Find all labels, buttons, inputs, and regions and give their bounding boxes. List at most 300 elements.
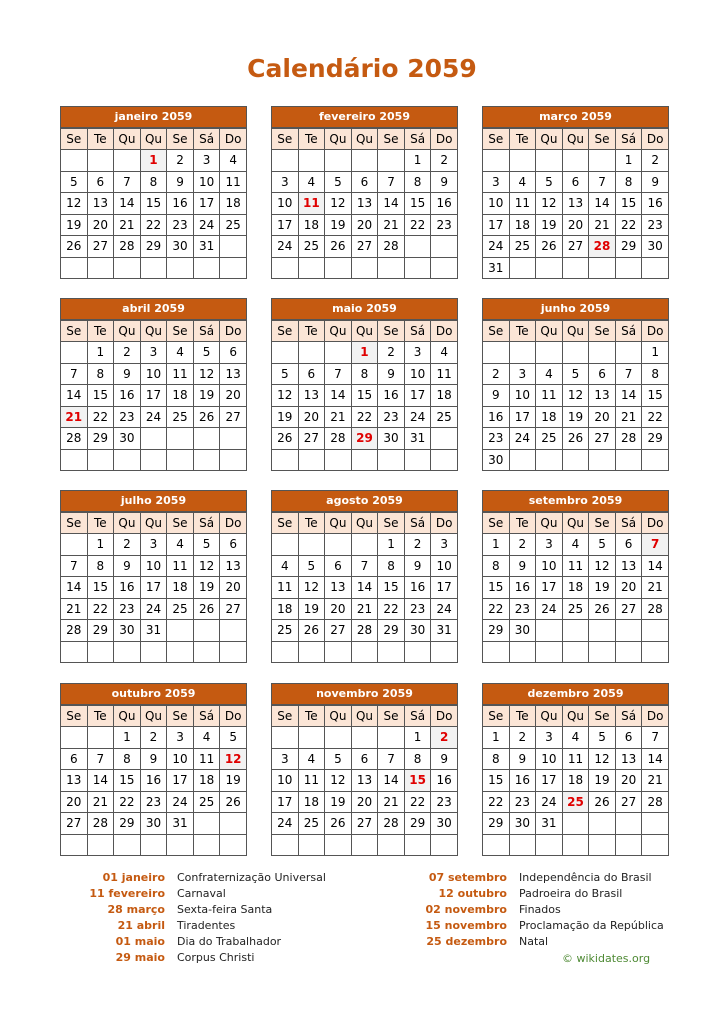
day-cell: 19 <box>325 214 352 236</box>
day-cell: 11 <box>562 555 589 577</box>
empty-day-cell <box>431 834 458 856</box>
empty-day-cell <box>61 449 88 471</box>
day-cell: 22 <box>114 791 141 813</box>
day-cell: 22 <box>140 214 167 236</box>
empty-day-cell <box>378 834 405 856</box>
day-cell: 1 <box>114 727 141 749</box>
day-cell: 25 <box>536 428 563 450</box>
empty-day-cell <box>642 813 669 835</box>
day-cell: 5 <box>298 555 325 577</box>
empty-day-cell <box>140 449 167 471</box>
day-cell: 2 <box>114 342 141 364</box>
day-cell: 6 <box>325 555 352 577</box>
day-cell: 22 <box>615 214 642 236</box>
weekday-header: Se <box>167 321 194 342</box>
day-cell: 4 <box>509 171 536 193</box>
empty-day-cell <box>298 641 325 663</box>
empty-day-cell <box>140 834 167 856</box>
day-cell: 6 <box>87 171 114 193</box>
weekday-header: Te <box>298 129 325 150</box>
holiday-name: Dia do Trabalhador <box>177 935 282 948</box>
empty-day-cell <box>114 150 141 172</box>
empty-day-cell <box>87 727 114 749</box>
day-cell: 14 <box>61 385 88 407</box>
day-cell: 27 <box>615 791 642 813</box>
empty-day-cell <box>325 641 352 663</box>
day-cell: 12 <box>325 770 352 792</box>
day-cell: 26 <box>562 428 589 450</box>
weekday-header: Sá <box>193 706 220 727</box>
day-cell: 23 <box>140 791 167 813</box>
empty-day-cell <box>483 150 510 172</box>
day-cell: 15 <box>404 193 431 215</box>
day-cell: 16 <box>431 193 458 215</box>
day-cell: 4 <box>431 342 458 364</box>
empty-day-cell <box>87 150 114 172</box>
weekday-header: Se <box>483 706 510 727</box>
empty-day-cell <box>589 150 616 172</box>
day-cell: 27 <box>562 236 589 258</box>
month-calendar <box>271 298 458 471</box>
day-cell: 5 <box>536 171 563 193</box>
weekday-header: Se <box>378 513 405 534</box>
day-cell: 11 <box>536 385 563 407</box>
day-cell: 25 <box>167 598 194 620</box>
empty-day-cell <box>562 150 589 172</box>
empty-day-cell <box>167 257 194 279</box>
month-calendar <box>271 106 458 279</box>
empty-day-cell <box>61 834 88 856</box>
day-cell: 21 <box>615 406 642 428</box>
weekday-header: Se <box>378 706 405 727</box>
day-cell: 25 <box>509 236 536 258</box>
day-cell: 17 <box>193 193 220 215</box>
day-cell: 20 <box>87 214 114 236</box>
empty-day-cell <box>642 620 669 642</box>
empty-day-cell <box>220 236 247 258</box>
day-cell: 27 <box>325 620 352 642</box>
day-cell: 6 <box>220 342 247 364</box>
day-cell: 15 <box>87 577 114 599</box>
day-cell: 21 <box>589 214 616 236</box>
day-cell: 24 <box>272 813 299 835</box>
day-cell: 30 <box>431 813 458 835</box>
day-cell: 14 <box>615 385 642 407</box>
day-cell: 19 <box>193 385 220 407</box>
day-cell: 7 <box>589 171 616 193</box>
day-cell: 26 <box>325 236 352 258</box>
empty-day-cell <box>272 257 299 279</box>
day-cell: 30 <box>167 236 194 258</box>
day-cell: 20 <box>220 577 247 599</box>
day-cell: 13 <box>325 577 352 599</box>
empty-day-cell <box>536 342 563 364</box>
weekday-header: Se <box>378 321 405 342</box>
day-cell: 3 <box>536 727 563 749</box>
day-cell: 26 <box>193 406 220 428</box>
day-cell: 24 <box>272 236 299 258</box>
empty-day-cell <box>193 620 220 642</box>
day-cell: 19 <box>272 406 299 428</box>
day-cell: 8 <box>114 748 141 770</box>
day-cell: 13 <box>351 770 378 792</box>
empty-day-cell <box>431 236 458 258</box>
empty-day-cell <box>589 813 616 835</box>
day-cell: 10 <box>536 748 563 770</box>
weekday-header: Sá <box>404 706 431 727</box>
empty-day-cell <box>298 449 325 471</box>
day-cell: 17 <box>536 770 563 792</box>
empty-day-cell <box>272 449 299 471</box>
day-cell: 10 <box>536 555 563 577</box>
day-cell: 28 <box>61 428 88 450</box>
day-cell: 30 <box>483 449 510 471</box>
day-cell: 12 <box>562 385 589 407</box>
day-cell: 14 <box>642 555 669 577</box>
day-cell: 8 <box>140 171 167 193</box>
day-cell: 7 <box>378 171 405 193</box>
day-cell: 2 <box>483 363 510 385</box>
day-cell: 25 <box>298 813 325 835</box>
day-cell: 29 <box>378 620 405 642</box>
day-cell: 4 <box>220 150 247 172</box>
day-cell: 9 <box>140 748 167 770</box>
empty-day-cell <box>615 257 642 279</box>
day-cell: 24 <box>167 791 194 813</box>
day-cell: 31 <box>536 813 563 835</box>
day-cell: 26 <box>589 598 616 620</box>
day-cell: 30 <box>404 620 431 642</box>
day-cell: 5 <box>325 748 352 770</box>
holiday-date: 12 outubro <box>438 887 507 900</box>
day-cell: 29 <box>483 620 510 642</box>
day-cell: 23 <box>114 598 141 620</box>
day-cell: 19 <box>536 214 563 236</box>
holiday-list-right <box>402 870 664 950</box>
weekday-header: Do <box>642 706 669 727</box>
day-cell: 17 <box>509 406 536 428</box>
weekday-header: Se <box>483 321 510 342</box>
weekday-header: Qu <box>140 706 167 727</box>
weekday-header: Se <box>483 513 510 534</box>
day-cell: 30 <box>509 813 536 835</box>
empty-day-cell <box>378 641 405 663</box>
day-cell: 23 <box>378 406 405 428</box>
holiday-entry <box>60 886 326 902</box>
day-cell: 15 <box>615 193 642 215</box>
empty-day-cell <box>325 342 352 364</box>
weekday-header: Te <box>298 321 325 342</box>
weekday-header: Do <box>431 706 458 727</box>
empty-day-cell <box>589 641 616 663</box>
day-cell: 5 <box>562 363 589 385</box>
weekday-header: Te <box>509 321 536 342</box>
empty-day-cell <box>61 727 88 749</box>
day-cell: 3 <box>140 534 167 556</box>
day-cell: 26 <box>220 791 247 813</box>
empty-day-cell <box>562 834 589 856</box>
month-calendar <box>60 298 247 471</box>
day-cell: 20 <box>298 406 325 428</box>
day-cell: 16 <box>483 406 510 428</box>
day-cell: 26 <box>272 428 299 450</box>
month-title: setembro 2059 <box>482 490 669 512</box>
day-cell: 5 <box>325 171 352 193</box>
empty-day-cell <box>193 834 220 856</box>
day-cell: 17 <box>272 214 299 236</box>
day-cell: 12 <box>536 193 563 215</box>
holiday-name: Natal <box>519 935 549 948</box>
day-cell: 22 <box>87 598 114 620</box>
holiday-day-cell: 21 <box>61 406 88 428</box>
day-cell: 10 <box>167 748 194 770</box>
empty-day-cell <box>351 257 378 279</box>
day-cell: 22 <box>351 406 378 428</box>
weekday-header: Te <box>298 513 325 534</box>
empty-day-cell <box>562 342 589 364</box>
weekday-header: Sá <box>404 321 431 342</box>
weekday-header: Qu <box>325 706 352 727</box>
empty-day-cell <box>351 641 378 663</box>
day-cell: 28 <box>87 813 114 835</box>
day-cell: 10 <box>404 363 431 385</box>
empty-day-cell <box>114 641 141 663</box>
day-cell: 2 <box>509 534 536 556</box>
empty-day-cell <box>378 727 405 749</box>
weekday-header: Sá <box>615 321 642 342</box>
day-cell: 2 <box>509 727 536 749</box>
day-cell: 24 <box>140 598 167 620</box>
day-cell: 29 <box>140 236 167 258</box>
day-cell: 20 <box>325 598 352 620</box>
day-cell: 15 <box>351 385 378 407</box>
empty-day-cell <box>378 257 405 279</box>
day-cell: 13 <box>220 555 247 577</box>
empty-day-cell <box>351 150 378 172</box>
day-cell: 4 <box>562 727 589 749</box>
day-cell: 9 <box>509 748 536 770</box>
day-cell: 27 <box>220 598 247 620</box>
day-cell: 4 <box>562 534 589 556</box>
day-cell: 13 <box>61 770 88 792</box>
day-cell: 19 <box>298 598 325 620</box>
weekday-header: Se <box>272 513 299 534</box>
day-cell: 3 <box>140 342 167 364</box>
weekday-header: Se <box>589 706 616 727</box>
holiday-name: Sexta-feira Santa <box>177 903 273 916</box>
weekday-header: Qu <box>536 706 563 727</box>
day-cell: 22 <box>483 598 510 620</box>
day-cell: 16 <box>509 577 536 599</box>
day-cell: 15 <box>483 770 510 792</box>
day-cell: 14 <box>325 385 352 407</box>
weekday-header: Qu <box>536 513 563 534</box>
empty-day-cell <box>272 534 299 556</box>
day-cell: 5 <box>220 727 247 749</box>
day-cell: 26 <box>193 598 220 620</box>
month-calendar <box>60 683 247 856</box>
empty-day-cell <box>483 342 510 364</box>
empty-day-cell <box>483 834 510 856</box>
empty-day-cell <box>536 449 563 471</box>
empty-day-cell <box>509 834 536 856</box>
day-cell: 23 <box>483 428 510 450</box>
empty-day-cell <box>61 641 88 663</box>
empty-day-cell <box>298 727 325 749</box>
holiday-date: 01 janeiro <box>102 871 165 884</box>
empty-day-cell <box>536 150 563 172</box>
day-cell: 26 <box>61 236 88 258</box>
empty-day-cell <box>642 834 669 856</box>
holiday-name: Independência do Brasil <box>519 871 652 884</box>
day-cell: 16 <box>431 770 458 792</box>
day-cell: 26 <box>325 813 352 835</box>
day-cell: 5 <box>272 363 299 385</box>
day-cell: 1 <box>483 727 510 749</box>
empty-day-cell <box>220 813 247 835</box>
day-cell: 17 <box>140 577 167 599</box>
day-cell: 15 <box>140 193 167 215</box>
day-cell: 28 <box>642 791 669 813</box>
day-cell: 30 <box>642 236 669 258</box>
day-cell: 20 <box>562 214 589 236</box>
day-cell: 13 <box>615 748 642 770</box>
empty-day-cell <box>114 449 141 471</box>
empty-day-cell <box>325 150 352 172</box>
day-cell: 12 <box>61 193 88 215</box>
holiday-entry <box>402 886 664 902</box>
day-cell: 16 <box>167 193 194 215</box>
day-cell: 14 <box>378 770 405 792</box>
empty-day-cell <box>536 834 563 856</box>
empty-day-cell <box>562 813 589 835</box>
day-cell: 19 <box>61 214 88 236</box>
day-cell: 21 <box>61 598 88 620</box>
empty-day-cell <box>351 727 378 749</box>
month-title: agosto 2059 <box>271 490 458 512</box>
day-cell: 11 <box>562 748 589 770</box>
empty-day-cell <box>272 727 299 749</box>
day-cell: 16 <box>114 385 141 407</box>
day-cell: 26 <box>589 791 616 813</box>
empty-day-cell <box>536 620 563 642</box>
weekday-header: Te <box>87 129 114 150</box>
day-cell: 19 <box>325 791 352 813</box>
day-cell: 10 <box>483 193 510 215</box>
day-cell: 2 <box>404 534 431 556</box>
month-calendar <box>482 490 669 663</box>
day-cell: 29 <box>615 236 642 258</box>
holiday-name: Tiradentes <box>177 919 236 932</box>
day-cell: 22 <box>87 406 114 428</box>
day-cell: 12 <box>193 363 220 385</box>
day-cell: 18 <box>562 577 589 599</box>
weekday-header: Do <box>220 706 247 727</box>
holiday-entry <box>60 950 326 966</box>
day-cell: 3 <box>272 171 299 193</box>
credit-link[interactable]: © wikidates.org <box>562 952 651 965</box>
day-cell: 30 <box>114 620 141 642</box>
day-cell: 16 <box>114 577 141 599</box>
day-cell: 23 <box>431 214 458 236</box>
month-title: julho 2059 <box>60 490 247 512</box>
day-cell: 8 <box>378 555 405 577</box>
day-cell: 7 <box>325 363 352 385</box>
empty-day-cell <box>536 257 563 279</box>
holiday-entry <box>402 870 664 886</box>
empty-day-cell <box>140 257 167 279</box>
weekday-header: Se <box>167 129 194 150</box>
day-cell: 16 <box>404 577 431 599</box>
day-cell: 9 <box>378 363 405 385</box>
day-cell: 10 <box>140 555 167 577</box>
weekday-header: Qu <box>536 321 563 342</box>
empty-day-cell <box>615 834 642 856</box>
day-cell: 8 <box>404 171 431 193</box>
empty-day-cell <box>589 257 616 279</box>
day-cell: 6 <box>615 727 642 749</box>
weekday-header: Do <box>220 321 247 342</box>
holiday-name: Carnaval <box>177 887 226 900</box>
day-cell: 1 <box>87 342 114 364</box>
weekday-header: Qu <box>140 129 167 150</box>
day-cell: 1 <box>642 342 669 364</box>
day-cell: 15 <box>87 385 114 407</box>
weekday-header: Do <box>642 129 669 150</box>
day-cell: 22 <box>483 791 510 813</box>
weekday-header: Do <box>642 321 669 342</box>
day-cell: 19 <box>220 770 247 792</box>
empty-day-cell <box>272 834 299 856</box>
weekday-header: Qu <box>536 129 563 150</box>
empty-day-cell <box>61 150 88 172</box>
empty-day-cell <box>562 620 589 642</box>
day-cell: 20 <box>351 791 378 813</box>
day-cell: 21 <box>87 791 114 813</box>
day-cell: 31 <box>167 813 194 835</box>
empty-day-cell <box>298 834 325 856</box>
day-cell: 10 <box>140 363 167 385</box>
weekday-header: Se <box>589 321 616 342</box>
empty-day-cell <box>404 834 431 856</box>
holiday-day-cell: 2 <box>431 727 458 749</box>
empty-day-cell <box>325 257 352 279</box>
weekday-header: Se <box>272 321 299 342</box>
day-cell: 26 <box>536 236 563 258</box>
holiday-name: Padroeira do Brasil <box>519 887 623 900</box>
empty-day-cell <box>272 641 299 663</box>
day-cell: 29 <box>87 428 114 450</box>
weekday-header: Se <box>167 706 194 727</box>
month-calendar <box>482 683 669 856</box>
day-cell: 11 <box>298 770 325 792</box>
day-cell: 29 <box>642 428 669 450</box>
day-cell: 8 <box>615 171 642 193</box>
holiday-day-cell: 15 <box>404 770 431 792</box>
holiday-day-cell: 28 <box>589 236 616 258</box>
holiday-day-cell: 7 <box>642 534 669 556</box>
day-cell: 29 <box>483 813 510 835</box>
empty-day-cell <box>589 620 616 642</box>
day-cell: 14 <box>378 193 405 215</box>
day-cell: 4 <box>536 363 563 385</box>
empty-day-cell <box>193 449 220 471</box>
month-calendar <box>482 298 669 471</box>
day-cell: 23 <box>509 598 536 620</box>
day-cell: 25 <box>298 236 325 258</box>
weekday-header: Do <box>642 513 669 534</box>
day-cell: 14 <box>589 193 616 215</box>
